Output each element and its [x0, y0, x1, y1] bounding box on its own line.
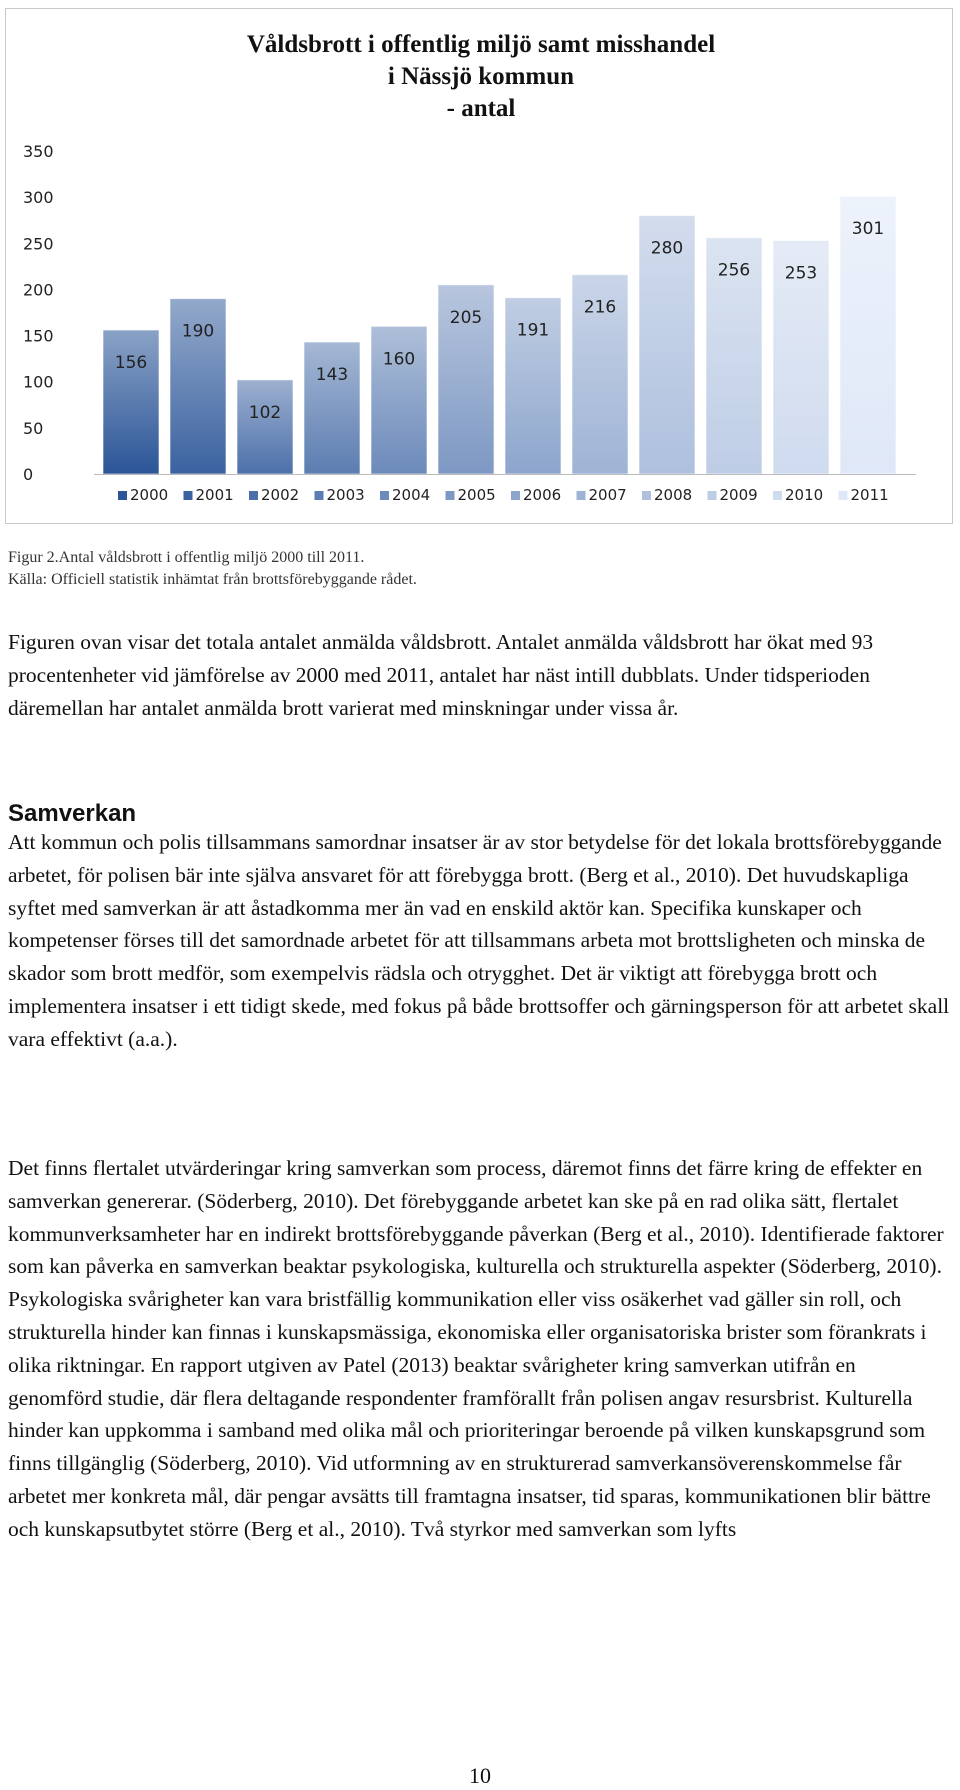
legend-swatch-2007 [577, 491, 586, 500]
bar-chart [6, 9, 954, 525]
bar-2000 [103, 330, 159, 474]
data-label-2003: 143 [315, 365, 349, 386]
chart-title-line-3: - antal [446, 95, 516, 122]
bar-2002 [237, 380, 293, 474]
section-paragraph-1: Att kommun och polis tillsammans samordnar insatser är av stor betydelse för det lokala brottsförebyggande arbetet, för polisen bär inte själva ansvaret för att förebygga brott. (Berg et al., 2010). Det huvudskapliga syftet med samverkan är att åstadkomma mer än vad en enskild aktör kan. Specifika kunskaper och kompetenser förses till det samordnade arbetet för att tillsammans arbeta mot brottsligheten och minska de skador som brott medför, som exempelvis rädsla och otrygghet. Det är viktigt att förebygga brott och implementera insatser i ett tidigt skede, med fokus på både brottsoffer och gärningsperson för att arbetet skall vara effektivt (a.a.). [8, 830, 950, 1051]
intro-paragraph: Figuren ovan visar det totala antalet anmälda våldsbrott. Antalet anmälda våldsbrott har ökat med 93 procentenheter vid jämförelse av 2000 med 2011, antalet har näst intill dubblats. Under tidsperioden däremellan har antalet anmälda brott varierat med minskningar under vissa år. [8, 630, 874, 720]
legend-swatch-2003 [315, 491, 324, 500]
legend-swatch-2005 [446, 491, 455, 500]
data-label-2004: 160 [382, 349, 416, 370]
legend-label-2008: 2008 [654, 486, 693, 504]
data-label-2007: 216 [583, 297, 617, 318]
chart-container [5, 8, 953, 524]
legend [118, 486, 889, 504]
legend-swatch-2000 [118, 491, 127, 500]
y-tick-label: 100 [23, 372, 54, 392]
data-label-2002: 102 [248, 402, 282, 423]
legend-label-2000: 2000 [130, 486, 169, 504]
legend-swatch-2002 [249, 491, 258, 500]
y-axis [23, 142, 54, 484]
legend-label-2011: 2011 [850, 486, 889, 504]
legend-label-2007: 2007 [588, 486, 627, 504]
data-label-2001: 190 [181, 321, 215, 342]
data-labels [115, 219, 884, 423]
y-tick-label: 0 [23, 465, 34, 484]
legend-swatch-2004 [380, 491, 389, 500]
bar-2003 [304, 342, 360, 474]
chart-title-line-2: i Nässjö kommun [387, 63, 575, 90]
legend-label-2009: 2009 [719, 486, 758, 504]
legend-swatch-2010 [773, 491, 782, 500]
data-label-2011: 301 [851, 219, 885, 240]
data-label-2006: 191 [516, 320, 550, 341]
data-label-2000: 156 [114, 353, 148, 374]
legend-swatch-2006 [511, 491, 520, 500]
y-tick-label: 50 [23, 418, 44, 438]
legend-label-2001: 2001 [195, 486, 234, 504]
legend-label-2004: 2004 [392, 486, 431, 504]
bars [94, 196, 916, 474]
data-label-2010: 253 [784, 263, 818, 284]
y-tick-label: 150 [23, 326, 54, 346]
data-label-2005: 205 [449, 307, 483, 328]
legend-label-2010: 2010 [785, 486, 824, 504]
y-tick-label: 300 [23, 188, 54, 208]
legend-label-2003: 2003 [326, 486, 365, 504]
figure-caption-line-2: Källa: Officiell statistik inhämtat från brottsförebyggande rådet. [8, 571, 417, 588]
y-tick-label: 350 [23, 142, 54, 161]
legend-label-2006: 2006 [523, 486, 562, 504]
figure-caption-line-1: Figur 2.Antal våldsbrott i offentlig miljö 2000 till 2011. [8, 549, 365, 566]
page-number: 10 [469, 1763, 491, 1788]
data-label-2009: 256 [717, 260, 751, 281]
legend-swatch-2009 [708, 491, 717, 500]
y-tick-label: 200 [23, 280, 54, 300]
section-heading: Samverkan [8, 800, 137, 827]
data-label-2008: 280 [650, 238, 684, 259]
section-paragraph-2: Det finns flertalet utvärderingar kring samverkan som process, däremot finns det färre kring de effekter en samverkan genererar. (Söderberg, 2010). Det förebyggande arbetet kan ske på en rad olika sätt, flertalet kommunverksamheter har en indirekt brottsförebyggande påverkan (Berg et al., 2010). Identifierade faktorer som kan påverka en samverkan beaktar psykologiska, kulturella och strukturella aspekter (Söderberg, 2010). Psykologiska svårigheter kan vara bristfällig kommunikation eller viss osäkerhet vad gäller sin roll, och strukturella hinder kan finnas i kunskapsmässiga, ekonomiska eller organisatoriska brister som förankrats i olika riktningar. En rapport utgiven av Patel (2013) beaktar svårigheter kring samverkan utifrån en genomförd studie, där flera deltagande respondenter framförallt från polisen angav resursbrist. Kulturella hinder kan uppkomma i samband med olika mål och prioriteringar beroende på vilken kunskapsgrund som finns tillgänglig (Söderberg, 2010). Vid utformning av en strukturerad samverkansöverenskommelse får arbetet mer konkreta mål, där pengar avsätts till framtagna insatser, tid sparas, kommunikationen blir bättre och kunskapsutbytet större (Berg et al., 2010). Två styrkor med samverkan som lyfts [8, 1156, 944, 1541]
legend-swatch-2011 [839, 491, 848, 500]
chart-title-line-1: Våldsbrott i offentlig miljö samt misshandel [246, 31, 716, 58]
y-tick-label: 250 [23, 234, 54, 254]
legend-label-2005: 2005 [457, 486, 496, 504]
legend-label-2002: 2002 [261, 486, 300, 504]
legend-swatch-2001 [184, 491, 193, 500]
legend-swatch-2008 [642, 491, 651, 500]
